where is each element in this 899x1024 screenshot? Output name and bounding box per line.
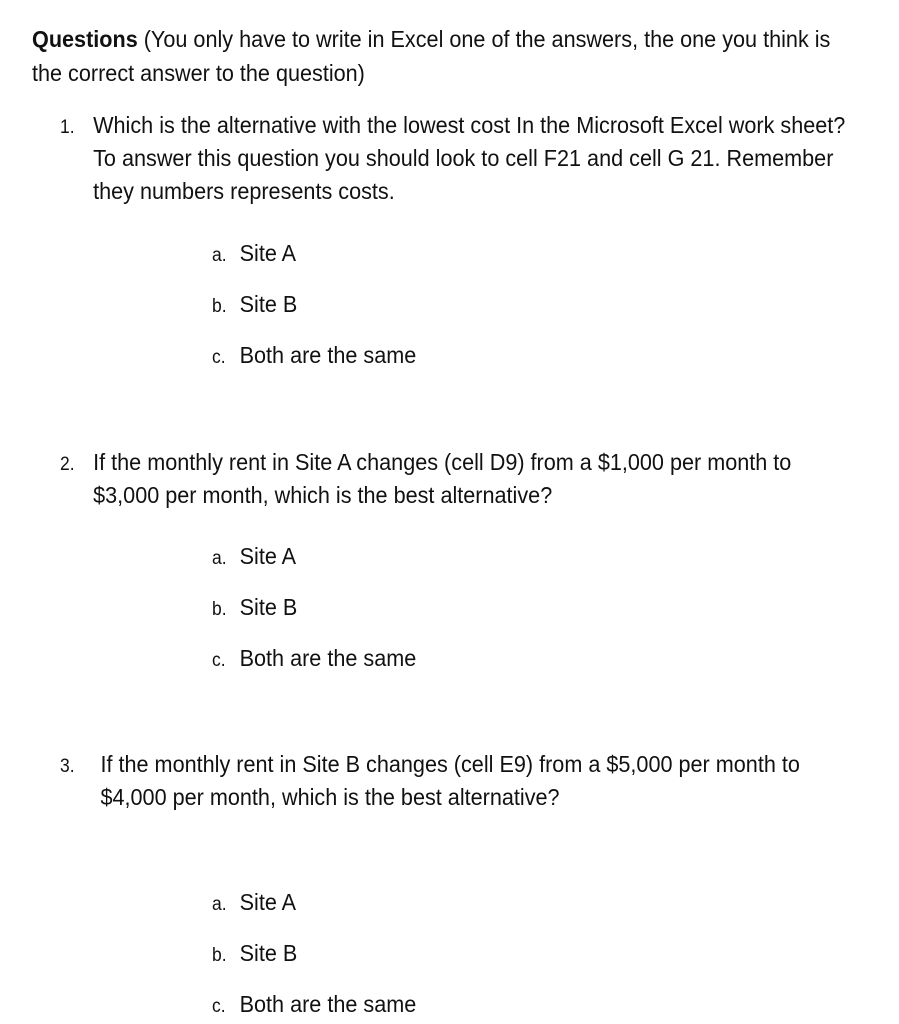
option-label: Site A [239, 889, 297, 915]
question-2-option-b [212, 592, 297, 625]
option-letter: b. [212, 945, 227, 966]
option-letter: a. [212, 548, 227, 569]
option-letter: c. [212, 347, 226, 368]
option-label: Both are the same [239, 342, 417, 368]
option-letter: a. [212, 245, 227, 266]
question-1-option-c [212, 340, 416, 373]
question-number: 3. [60, 756, 75, 777]
question-number: 1. [60, 117, 75, 138]
option-label: Site B [239, 291, 298, 317]
question-3-option-c [212, 989, 416, 1022]
option-letter: c. [212, 996, 226, 1017]
option-letter: c. [212, 650, 226, 671]
option-letter: b. [212, 296, 227, 317]
question-3-option-a [212, 887, 296, 920]
question-2-option-a [212, 541, 296, 574]
intro-heading: Questions [32, 26, 138, 52]
option-label: Both are the same [239, 645, 417, 671]
question-2-option-c [212, 643, 416, 676]
question-text: If the monthly rent in Site A changes (cell D9) from a $1,000 per month to $3,000 per month, which is the best alternative? [93, 449, 792, 508]
question-text: Which is the alternative with the lowest cost In the Microsoft Excel work sheet? To answer this question you should look to cell F21 and cell G 21. Remember they numbers represents costs. [93, 112, 846, 204]
option-label: Site A [239, 543, 297, 569]
option-label: Site B [239, 940, 298, 966]
option-letter: a. [212, 894, 227, 915]
option-label: Site B [239, 594, 298, 620]
question-3-option-b [212, 938, 297, 971]
option-letter: b. [212, 599, 227, 620]
question-text: If the monthly rent in Site B changes (cell E9) from a $5,000 per month to $4,000 per month, which is the best alternative? [100, 751, 800, 810]
intro-text: (You only have to write in Excel one of the answers, the one you think is the correct answer to the question) [32, 26, 831, 86]
question-1-option-a [212, 238, 296, 271]
option-label: Site A [239, 240, 297, 266]
option-label: Both are the same [239, 991, 417, 1017]
question-1-option-b [212, 289, 297, 322]
intro-paragraph [32, 22, 860, 90]
question-number: 2. [60, 454, 75, 475]
